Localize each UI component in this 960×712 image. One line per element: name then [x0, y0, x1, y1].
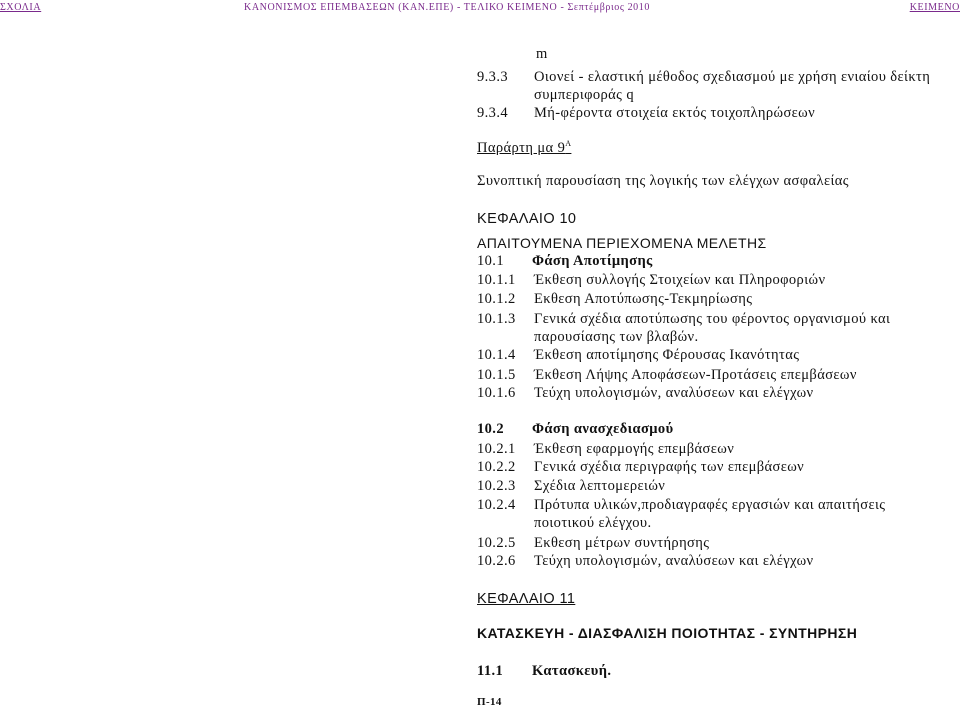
comments-link[interactable]: ΣΧΟΛΙΑ — [0, 2, 42, 13]
chapter-11-title: ΚΕΦΑΛΑΙΟ 11 — [477, 591, 576, 607]
chapter-10-title: ΚΕΦΑΛΑΙΟ 10 — [477, 211, 577, 227]
toc-entry: Έκθεση Λήψης Αποφάσεων-Προτάσεις επεμβάσεων — [534, 367, 857, 383]
toc-number: 9.3.4 — [477, 105, 508, 121]
toc-entry-continuation: παρουσίασης των βλαβών. — [534, 329, 699, 345]
appendix-subtitle: Συνοπτική παρουσίαση της λογικής των ελέγχων ασφαλείας — [477, 173, 849, 189]
toc-entry: Πρότυπα υλικών,προδιαγραφές εργασιών και απαιτήσεις — [534, 497, 886, 513]
toc-entry: Μή-φέροντα στοιχεία εκτός τοιχοπληρώσεων — [534, 105, 816, 121]
toc-number: 10.1.5 — [477, 367, 516, 383]
toc-entry-continuation: ποιοτικού ελέγχου. — [534, 515, 652, 531]
toc-entry: Γενικά σχέδια περιγραφής των επεμβάσεων — [534, 459, 805, 475]
page-number: Π-14 — [477, 696, 502, 708]
section-title: Φάση Αποτίμησης — [532, 253, 653, 269]
toc-entry: Έκθεση αποτίμησης Φέρουσας Ικανότητας — [534, 347, 800, 363]
header-left[interactable] — [0, 2, 41, 13]
chapter-10-subtitle: ΑΠΑΙΤΟΥΜΕΝΑ ΠΕΡΙΕΧΟΜΕΝΑ ΜΕΛΕΤΗΣ — [477, 235, 767, 251]
section-title: Κατασκευή. — [532, 663, 612, 679]
section-number: 10.2 — [477, 421, 504, 437]
toc-entry: Οιονεί - ελαστική μέθοδος σχεδιασμού με χρήση ενιαίου δείκτη — [534, 69, 931, 85]
toc-entry: Τεύχη υπολογισμών, αναλύσεων και ελέγχων — [534, 553, 814, 569]
section-title: Φάση ανασχεδιασμού — [532, 421, 674, 437]
appendix-title-text: Παράρτη μα 9 — [477, 140, 566, 156]
toc-entry: Σχέδια λεπτομερειών — [534, 478, 666, 494]
toc-entry: Γενικά σχέδια αποτύπωσης του φέροντος οργανισμού και — [534, 311, 891, 327]
toc-number: 10.1.2 — [477, 291, 516, 307]
toc-number: 10.1.6 — [477, 385, 516, 401]
toc-number: 10.2.1 — [477, 441, 516, 457]
toc-number: 10.1.3 — [477, 311, 516, 327]
toc-number: 10.2.2 — [477, 459, 516, 475]
page-header — [0, 0, 960, 14]
appendix-title — [477, 139, 571, 157]
toc-entry: Έκθεση εφαρμογής επεμβάσεων — [534, 441, 735, 457]
text-link[interactable]: ΚΕΙΜΕΝΟ — [909, 2, 960, 13]
toc-entry: Εκθεση μέτρων συντήρησης — [534, 535, 710, 551]
toc-entry: Εκθεση Αποτύπωσης-Τεκμηρίωσης — [534, 291, 753, 307]
header-right[interactable] — [910, 2, 960, 13]
toc-number: 10.2.4 — [477, 497, 516, 513]
stray-letter: m — [536, 46, 548, 62]
section-number: 11.1 — [477, 663, 504, 679]
document-title: ΚΑΝΟΝΙΣΜΟΣ ΕΠΕΜΒΑΣΕΩΝ (ΚΑΝ.ΕΠΕ) - ΤΕΛΙΚΟ ΚΕΙΜΕΝΟ - Σεπτέμβριος 2010 — [244, 2, 650, 13]
section-number: 10.1 — [477, 253, 504, 269]
toc-entry: Τεύχη υπολογισμών, αναλύσεων και ελέγχων — [534, 385, 814, 401]
toc-number: 10.2.3 — [477, 478, 516, 494]
toc-number: 10.2.6 — [477, 553, 516, 569]
toc-number: 10.1.1 — [477, 272, 516, 288]
toc-entry: Έκθεση συλλογής Στοιχείων και Πληροφοριών — [534, 272, 826, 288]
chapter-11-subtitle: ΚΑΤΑΣΚΕΥΗ - ΔΙΑΣΦΑΛΙΣΗ ΠΟΙΟΤΗΤΑΣ - ΣΥΝΤΗΡΗΣΗ — [477, 625, 858, 641]
toc-number: 10.2.5 — [477, 535, 516, 551]
toc-entry-continuation: συμπεριφοράς q — [534, 87, 634, 103]
appendix-superscript: Α — [565, 139, 572, 148]
toc-number: 9.3.3 — [477, 69, 508, 85]
toc-number: 10.1.4 — [477, 347, 516, 363]
